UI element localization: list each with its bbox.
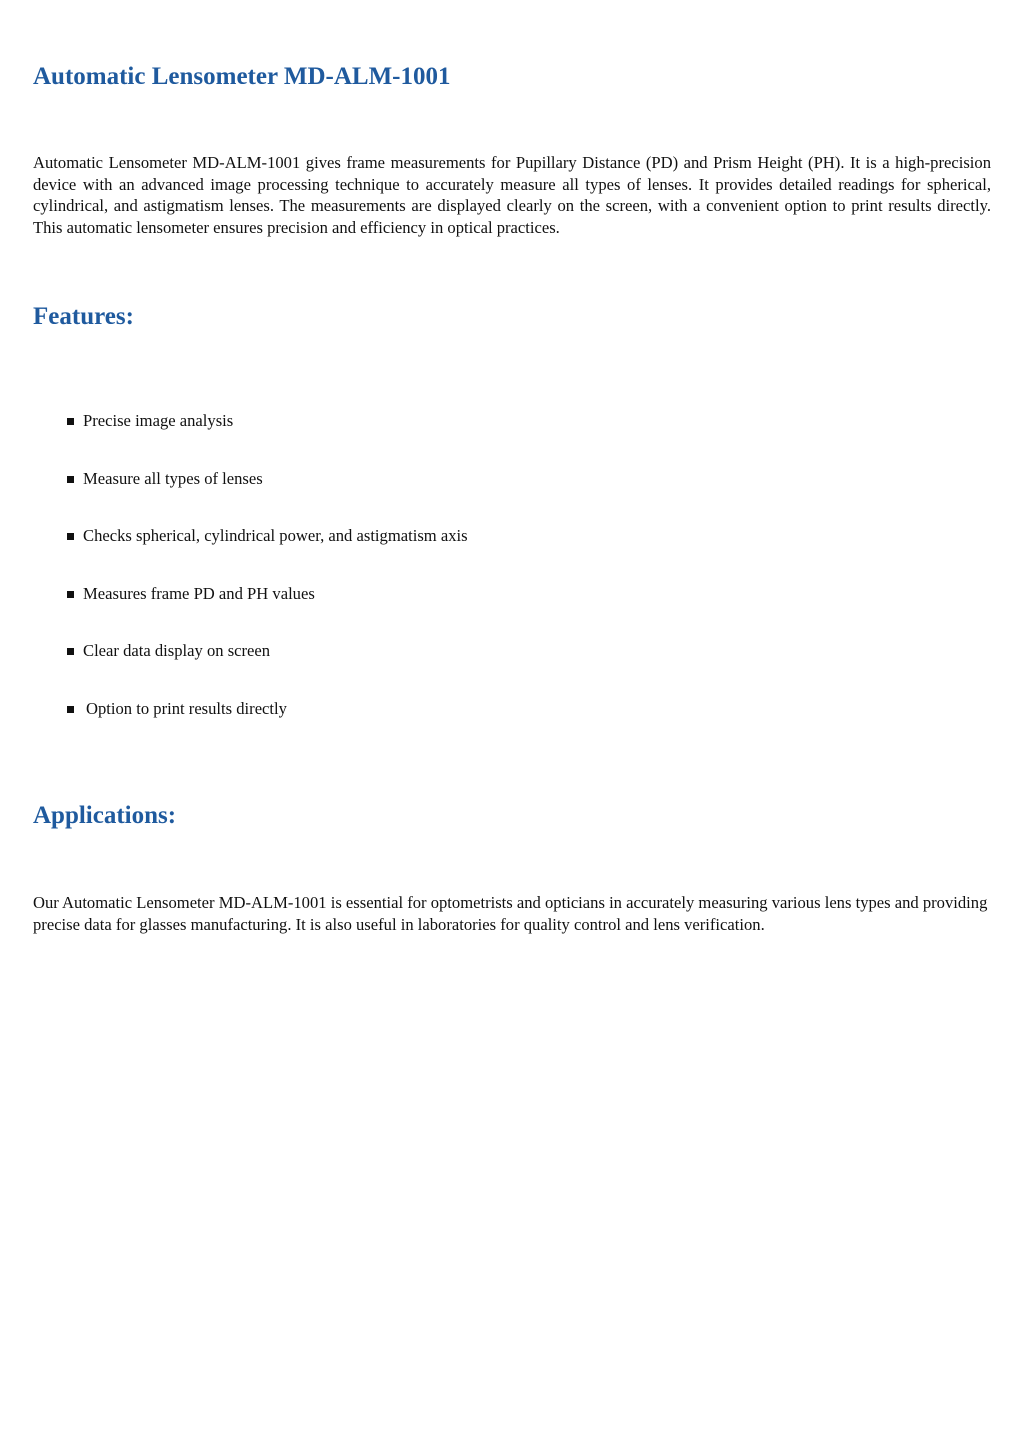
feature-item-label: Clear data display on screen xyxy=(83,641,271,660)
square-bullet-icon xyxy=(67,533,74,540)
feature-item-label: Precise image analysis xyxy=(83,411,234,430)
document-title: Automatic Lensometer MD-ALM-1001 xyxy=(33,63,451,90)
features-heading: Features: xyxy=(33,303,134,330)
applications-paragraph: Our Automatic Lensometer MD-ALM-1001 is essential for optometrists and opticians in accurately measuring various lens types and providing precise data for glasses manufacturing. It is also useful in laboratories for quality control and lens verification. xyxy=(33,893,988,934)
feature-item xyxy=(67,468,767,526)
square-bullet-icon xyxy=(67,418,74,425)
feature-item xyxy=(67,583,767,641)
feature-item xyxy=(67,410,767,468)
feature-item xyxy=(67,525,767,583)
applications-heading: Applications: xyxy=(33,802,177,829)
feature-item-label: Option to print results directly xyxy=(86,698,287,718)
feature-item-label: Measures frame PD and PH values xyxy=(83,583,315,603)
feature-item-label: Measure all types of lenses xyxy=(83,468,263,488)
square-bullet-icon xyxy=(67,476,74,483)
square-bullet-icon xyxy=(67,706,74,713)
square-bullet-icon xyxy=(67,648,74,655)
intro-paragraph: Automatic Lensometer MD-ALM-1001 gives frame measurements for Pupillary Distance (PD) and Prism Height (PH). It is a high-precision device with an advanced image processing technique to accurately measure all types of lenses. It provides detailed readings for spherical, cylindrical, and astigmatism lenses. The measurements are displayed clearly on the screen, with a convenient option to print results directly. This automatic lensometer ensures precision and efficiency in optical practices. xyxy=(33,153,991,237)
features-list xyxy=(67,410,767,755)
feature-item xyxy=(67,640,767,698)
feature-item xyxy=(67,698,767,756)
square-bullet-icon xyxy=(67,591,74,598)
feature-item-label: Checks spherical, cylindrical power, and astigmatism axis xyxy=(83,526,468,545)
